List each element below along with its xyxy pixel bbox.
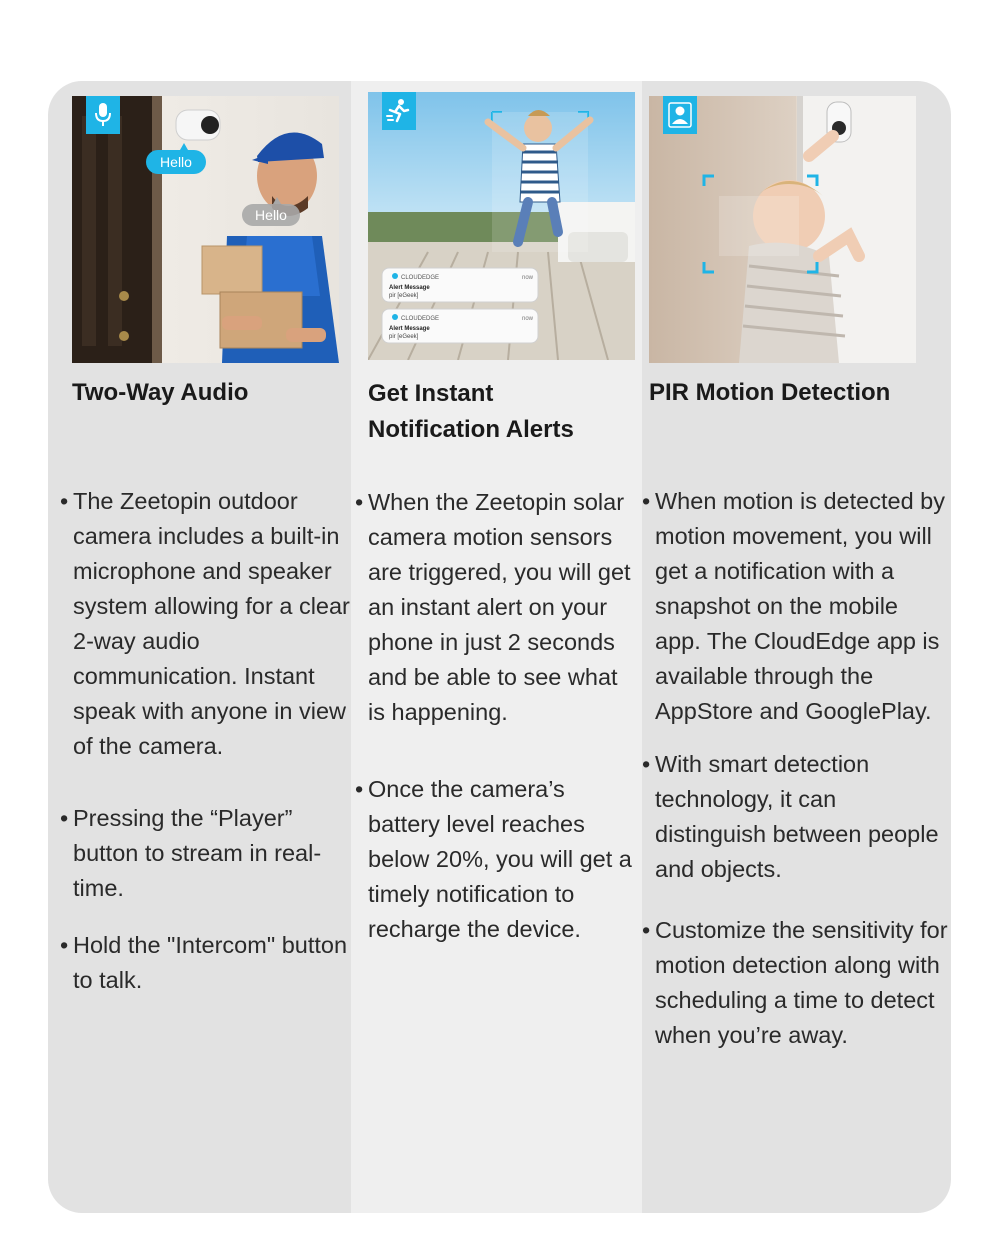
bullet-text: When the Zeetopin solar camera motion sensors are triggered, you will get an instant alert on your phone in just 2 seconds and be able to see what is happening. (368, 489, 631, 725)
bullet-text: Pressing the “Player” button to stream in real-time. (73, 805, 322, 901)
bullet-item (58, 801, 350, 906)
bullet-dot: • (355, 489, 364, 515)
bullet-text: Once the camera’s battery level reaches below 20%, you will get a timely notification to recharge the device. (368, 776, 632, 942)
two-way-audio-photo (72, 96, 339, 363)
svg-text:CLOUDEDGE: CLOUDEDGE (401, 275, 440, 281)
microphone-icon (94, 102, 112, 128)
badge-microphone (86, 96, 120, 134)
running-person-icon (386, 98, 412, 124)
bullet-dot: • (642, 751, 651, 777)
svg-text:CLOUDEDGE: CLOUDEDGE (401, 316, 440, 322)
bullet-item (355, 772, 641, 947)
svg-text:Hello: Hello (255, 207, 287, 223)
svg-text:Hello: Hello (160, 154, 192, 170)
feature-bullets (642, 484, 948, 1053)
delivery-man-illustration (72, 96, 339, 363)
feature-title (368, 376, 574, 448)
bullet-dot: • (60, 932, 69, 958)
feature-column-notification-alerts (351, 81, 642, 1213)
feature-panel (48, 81, 951, 1213)
bullet-item (355, 485, 641, 730)
bullet-text: Customize the sensitivity for motion detection along with scheduling a time to detect when you’re away. (655, 917, 948, 1048)
bullet-item (58, 928, 350, 998)
svg-text:now: now (522, 316, 534, 322)
badge-person (663, 96, 697, 134)
svg-text:Alert Message: Alert Message (389, 285, 430, 291)
person-icon (668, 102, 692, 128)
feature-title-line-2: Notification Alerts (368, 416, 574, 443)
feature-column-pir-motion (642, 81, 951, 1213)
bullet-text: When motion is detected by motion movement, you will get a notification with a snapshot on the mobile app. The CloudEdge app is available through the AppStore and GooglePlay. (655, 488, 945, 724)
svg-text:pir [eGeek]: pir [eGeek] (389, 293, 419, 299)
bullet-dot: • (355, 776, 364, 802)
feature-column-two-way-audio (48, 81, 351, 1213)
alert-notification (382, 268, 538, 302)
feature-title-line-1: Get Instant (368, 380, 494, 407)
bullet-dot: • (642, 488, 651, 514)
toddler-illustration (649, 96, 916, 363)
pir-motion-photo (649, 96, 916, 363)
feature-title: PIR Motion Detection (649, 379, 891, 406)
bullet-item (642, 913, 948, 1053)
feature-title: Two-Way Audio (72, 379, 249, 406)
feature-bullets (355, 485, 641, 947)
jumping-child-illustration (368, 92, 635, 360)
bullet-dot: • (60, 488, 69, 514)
bullet-item (642, 747, 948, 887)
svg-text:pir [eGeek]: pir [eGeek] (389, 334, 419, 340)
feature-bullets (58, 484, 350, 998)
svg-text:now: now (522, 275, 534, 281)
notification-alerts-photo (368, 92, 635, 360)
bullet-text: The Zeetopin outdoor camera includes a built-in microphone and speaker system allowing for a clear 2-way audio communication. Instant speak with anyone in view of the camera. (73, 488, 350, 759)
bullet-dot: • (642, 917, 651, 943)
svg-text:Alert Message: Alert Message (389, 326, 430, 332)
bullet-dot: • (60, 805, 69, 831)
badge-running-person (382, 92, 416, 130)
bullet-item (642, 484, 948, 729)
alert-notification (382, 309, 538, 343)
bullet-text: With smart detection technology, it can distinguish between people and objects. (655, 751, 939, 882)
bullet-item (58, 484, 350, 764)
bullet-text: Hold the "Intercom" button to talk. (73, 932, 348, 993)
